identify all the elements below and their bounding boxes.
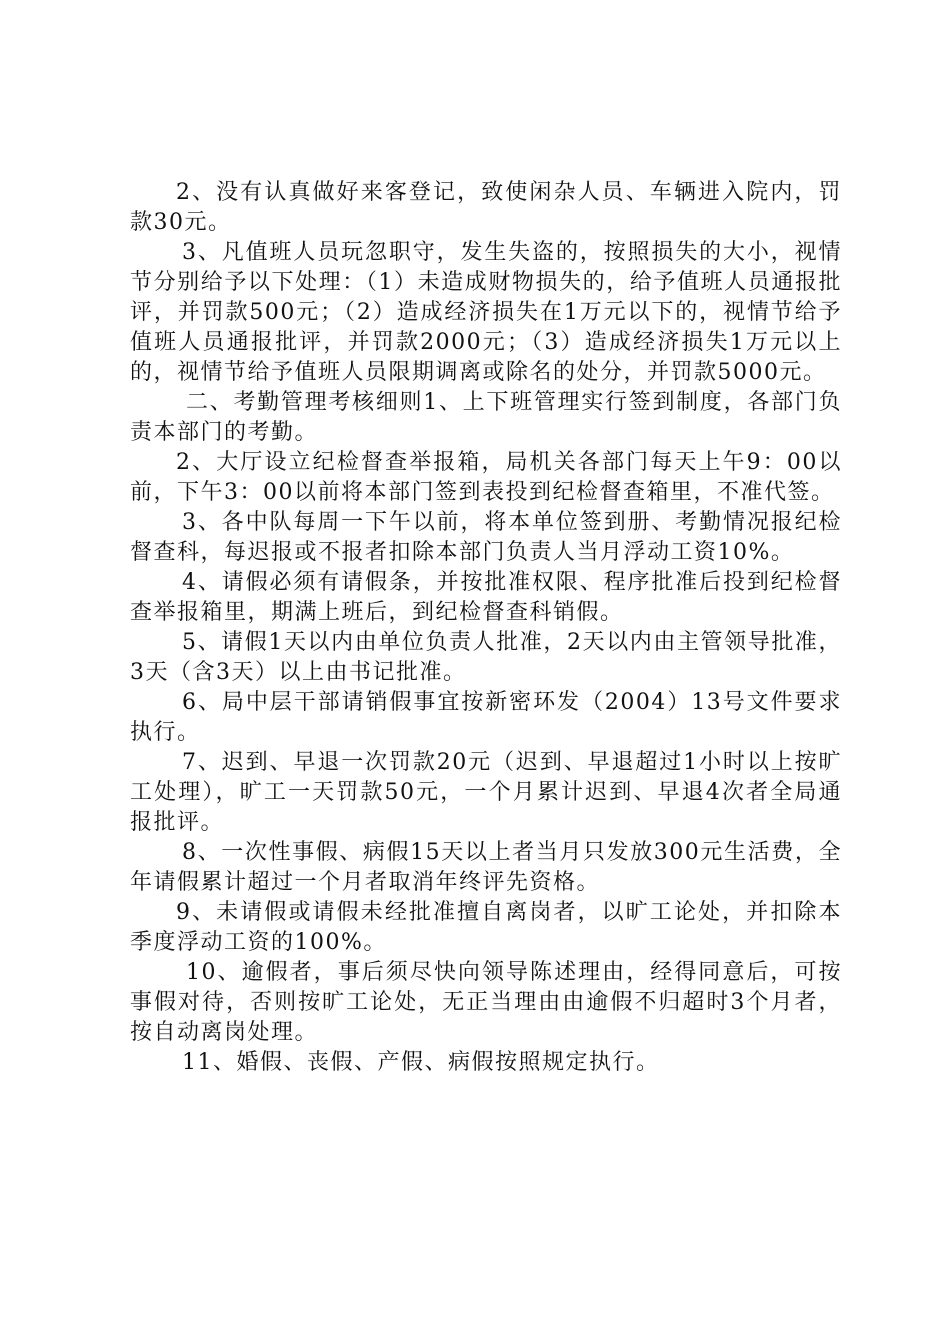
paragraph-unauthorized-absence: 9、未请假或请假未经批准擅自离岗者，以旷工论处，并扣除本季度浮动工资的100%。: [130, 900, 842, 955]
paragraph-report-box: 2、大厅设立纪检督查举报箱，局机关各部门每天上午9：00以前，下午3：00以前将本部门签到表投到纪检督查箱里，不准代签。: [130, 450, 842, 505]
document-body: [130, 178, 842, 1078]
paragraph-attendance-rules: 二、考勤管理考核细则1、上下班管理实行签到制度，各部门负责本部门的考勤。: [130, 390, 842, 445]
paragraph-cadre-leave: 6、局中层干部请销假事宜按新密环发（2004）13号文件要求执行。: [130, 690, 842, 745]
paragraph-overdue-leave: 10、逾假者，事后须尽快向领导陈述理由，经得同意后，可按事假对待，否则按旷工论处，无正当理由由逾假不归超时3个月者，按自动离岗处理。: [130, 960, 842, 1045]
paragraph-leave-approval: 5、请假1天以内由单位负责人批准，2天以内由主管领导批准，3天（含3天）以上由书记批准。: [130, 630, 842, 685]
paragraph-visitor-registration: 2、没有认真做好来客登记，致使闲杂人员、车辆进入院内，罚款30元。: [130, 180, 842, 235]
paragraph-special-leave: 11、婚假、丧假、产假、病假按照规定执行。: [182, 1050, 660, 1075]
paragraph-sick-leave: 8、一次性事假、病假15天以上者当月只发放300元生活费，全年请假累计超过一个月者取消年终评先资格。: [130, 840, 842, 895]
paragraph-leave-request: 4、请假必须有请假条，并按批准权限、程序批准后投到纪检督查举报箱里，期满上班后，到纪检督查科销假。: [130, 570, 842, 625]
paragraph-lateness-penalty: 7、迟到、早退一次罚款20元（迟到、早退超过1小时以上按旷工处理），旷工一天罚款50元，一个月累计迟到、早退4次者全局通报批评。: [130, 750, 842, 835]
paragraph-weekly-report: 3、各中队每周一下午以前，将本单位签到册、考勤情况报纪检督查科，每迟报或不报者扣除本部门负责人当月浮动工资10%。: [130, 510, 842, 565]
paragraph-theft-penalty: 3、凡值班人员玩忽职守，发生失盗的，按照损失的大小，视情节分别给予以下处理：（1）未造成财物损失的，给予值班人员通报批评，并罚款500元；（2）造成经济损失在1万元以下的，视情节给予值班人员通报批评，并罚款2000元；（3）造成经济损失1万元以上的，视情节给予值班人员限期调离或除名的处分，并罚款5000元。: [130, 240, 842, 385]
